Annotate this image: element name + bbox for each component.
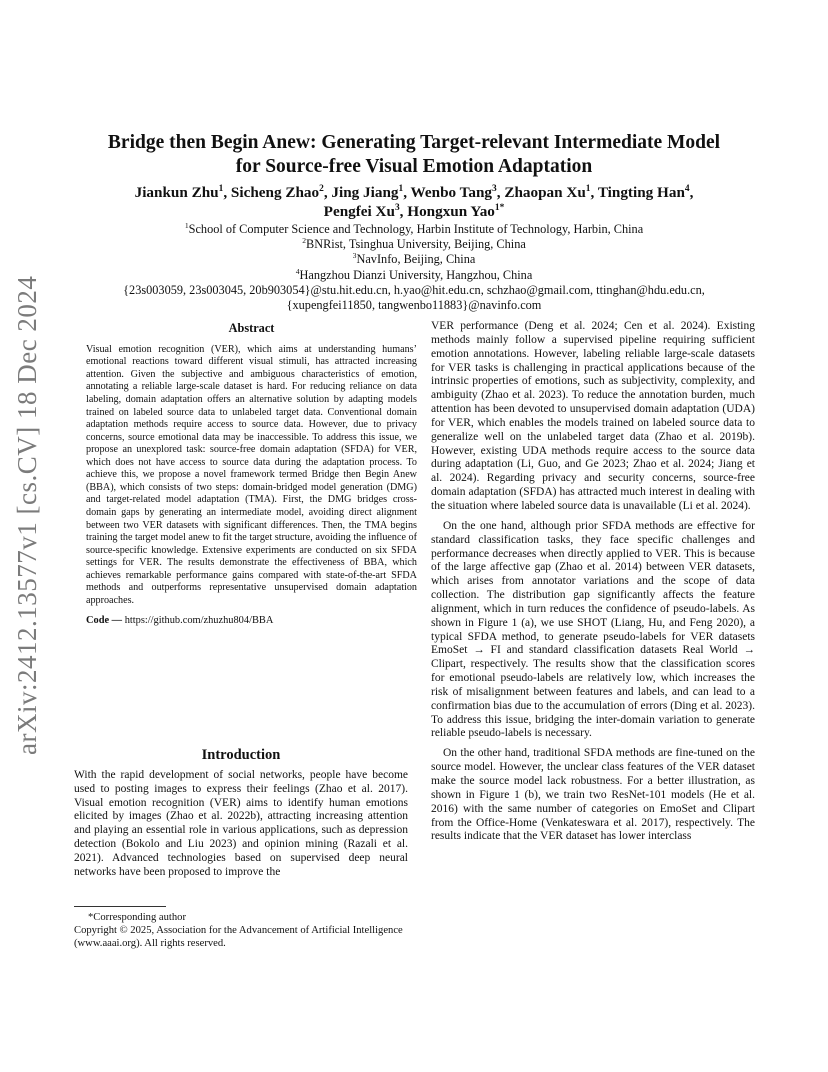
author-name: Tingting Han bbox=[597, 184, 685, 201]
affiliation-line bbox=[80, 237, 748, 252]
affiliation-mark: 2 bbox=[302, 236, 306, 246]
author-affil-mark: 2 bbox=[319, 183, 324, 194]
affiliation-block bbox=[80, 222, 748, 313]
affiliation-line bbox=[80, 252, 748, 267]
author-list bbox=[80, 183, 748, 221]
author-name: Wenbo Tang bbox=[410, 184, 493, 201]
abstract-text: Visual emotion recognition (VER), which aims at understanding humans’ emotional reactions toward different visual stimuli, has attracted increasing attention. Given the subjective and ambiguous characteristics of emotion, annotating a reliable large-scale dataset is hard. For reducing reliance on data labeling, domain adaptation offers an alternative solution by adapting models trained on labeled source data to unlabeled target data. Conventional domain adaptation methods require access to source data. However, due to privacy concerns, source emotional data may be inaccessible. To address this issue, we propose an unexplored task: source-free domain adaptation (SFDA) for VER, which does not have access to source data during the adaptation process. To achieve this, we propose a novel framework termed Bridge then Begin Anew (BBA), which consists of two steps: domain-bridged model generation (DMG) and target-related model adaptation (TMA). First, the DMG bridges cross-domain gaps by generating an intermediate model, avoiding direct alignment between two VER datasets with significant differences. Then, the TMA begins training the target model anew to fit the target structure, avoiding the influence of source-specific knowledge. Extensive experiments are conducted on six SFDA settings for VER. The results demonstrate the effectiveness of BBA, which achieves remarkable performance gains compared with state-of-the-art SFDA methods and outperforms representative unsupervised domain adaptation approaches. bbox=[86, 343, 417, 606]
author-affil-mark: 3 bbox=[394, 202, 400, 213]
affiliation-text: BNRist, Tsinghua University, Beijing, China bbox=[306, 237, 526, 252]
author-name: Pengfei Xu bbox=[323, 203, 395, 220]
author-affil-mark: 3 bbox=[492, 183, 497, 194]
code-line bbox=[86, 614, 417, 628]
author-line-1: Jiankun Zhu$^1$, Sicheng Zhao$^2$, Jing Jiang$^1$, Wenbo Tang$^3$, Zhaopan Xu$^1$, Tingting Han$^4$, bbox=[134, 183, 694, 201]
author-name: Zhaopan Xu bbox=[504, 184, 586, 201]
footnote-block bbox=[74, 906, 408, 950]
affiliation-mark: 1 bbox=[184, 220, 189, 230]
introduction-paragraph: With the rapid development of social networks, people have become used to posting images to express their feelings (Zhao et al. 2017). Visual emotion recognition (VER) aims to identify human emotions elicited by images (Zhao et al. 2022b), attracting increasing attention and playing an essential role in various applications, such as depression detection (Bokolo and Liu 2023) and opinion mining (Razali et al. 2021). Advanced technologies based on supervised deep neural networks have been proposed to improve the bbox=[74, 768, 408, 878]
introduction-section bbox=[74, 749, 408, 880]
author-name: Hongxun Yao bbox=[407, 203, 495, 220]
affiliation-text: Hangzhou Dianzi University, Hangzhou, China bbox=[299, 267, 533, 282]
author-name: Jiankun Zhu bbox=[134, 184, 219, 201]
code-link[interactable]: https://github.com/zhuzhu804/BBA bbox=[124, 615, 274, 627]
affiliation-mark: 4 bbox=[295, 266, 300, 276]
author-affil-mark: 1 bbox=[218, 183, 224, 194]
author-name: Jing Jiang bbox=[331, 184, 399, 201]
author-affil-mark: 1* bbox=[494, 202, 505, 213]
right-column bbox=[431, 320, 755, 844]
abstract-section bbox=[86, 322, 417, 628]
affiliation-mark: 3 bbox=[352, 251, 357, 261]
abstract-heading: Abstract bbox=[228, 321, 275, 335]
author-affil-mark: 1 bbox=[585, 183, 591, 194]
body-paragraph: On the one hand, although prior SFDA methods are effective for standard classification tasks, they face specific challenges and performance decreases when directly applied to VER. This is because of the large affective gap (Zhao et al. 2014) between VER datasets, which arises from annotator variations and the scope of data collection. The distribution gap significantly affects the feature alignment, which in turn reduces the confidence of pseudo-labels. As shown in Figure 1 (a), we use SHOT (Liang, Hu, and Feng 2020), a typical SFDA method, to generate pseudo-labels for VER datasets EmoSet → FI and standard classification datasets Real World → Clipart, respectively. The results show that the classification scores for emotional pseudo-labels are relatively low, which increases the risk of misalignment between features and labels, and can lead to a confirmation bias due to the accumulation of errors (Ding et al. 2023). To address this issue, bridging the inter-domain variation to generate reliable pseudo-labels is necessary. bbox=[431, 519, 755, 740]
paper-title bbox=[80, 131, 748, 179]
title-line-2: for Source-free Visual Emotion Adaptation bbox=[235, 156, 593, 177]
body-paragraph: VER performance (Deng et al. 2024; Cen et al. 2024). Existing methods mainly follow a supervised pipeline requiring sufficient emotion annotations. However, labeling reliable large-scale datasets for VER tasks is challenging in practical applications because of the intrinsic properties of emotions, such as subjectivity, complexity, and ambiguity (Zhao et al. 2023). To reduce the annotation burden, much attention has been devoted to unsupervised domain adaptation (UDA) for VER, which enables the models trained on labeled source data to generalize well on the unlabeled target data (Zhao et al. 2019b). However, existing UDA methods require access to the source data during adaptation (Li, Guo, and Ge 2023; Zhao et al. 2024; Jiang et al. 2024). Regarding privacy and security concerns, source-free domain adaptation (SFDA) has attracted much interest in dealing with the situation where labeled source data is unavailable (Li et al. 2024). bbox=[431, 320, 755, 512]
author-line-2: Pengfei Xu$^3$, Hongxun Yao$^{1*}$ bbox=[323, 202, 505, 220]
footnote-divider bbox=[74, 906, 166, 907]
affiliation-line bbox=[80, 268, 748, 283]
body-paragraph: On the other hand, traditional SFDA methods are fine-tuned on the source model. However, the unclear class features of the VER dataset make the source model lack robustness. For a better illustration, as shown in Figure 1 (b), we train two ResNet-101 models (He et al. 2016) with the same number of categories on EmoSet and Clipart from the Office-Home (Venkateswara et al. 2017), respectively. The results indicate that the VER dataset has lower interclass bbox=[431, 747, 755, 843]
author-name: Sicheng Zhao bbox=[230, 184, 320, 201]
author-affil-mark: 1 bbox=[398, 183, 404, 194]
code-label: Code — bbox=[86, 615, 123, 627]
email-line-1: {23s003059, 23s003045, 20b903054}@stu.hit.edu.cn, h.yao@hit.edu.cn, schzhao@gmail.com, ttinghan@hdu.edu.cn, bbox=[123, 282, 705, 297]
email-line-2: {xupengfei11850, tangwenbo11883}@navinfo.com bbox=[286, 298, 542, 313]
affiliation-line bbox=[80, 222, 748, 237]
corresponding-author-note: *Corresponding author bbox=[88, 912, 186, 923]
affiliation-text: School of Computer Science and Technology, Harbin Institute of Technology, Harbin, China bbox=[188, 222, 644, 236]
author-affil-mark: 4 bbox=[684, 183, 690, 194]
title-line-1: Bridge then Begin Anew: Generating Target-relevant Intermediate Model bbox=[107, 132, 721, 153]
affiliation-text: NavInfo, Beijing, China bbox=[356, 252, 476, 267]
arxiv-identifier-stamp: arXiv:2412.13577v1 [cs.CV] 18 Dec 2024 bbox=[12, 275, 42, 755]
copyright-note: Copyright © 2025, Association for the Advancement of Artificial Intelligence (www.aaai.org). All rights reserved. bbox=[74, 925, 403, 949]
introduction-heading: Introduction bbox=[201, 747, 281, 763]
